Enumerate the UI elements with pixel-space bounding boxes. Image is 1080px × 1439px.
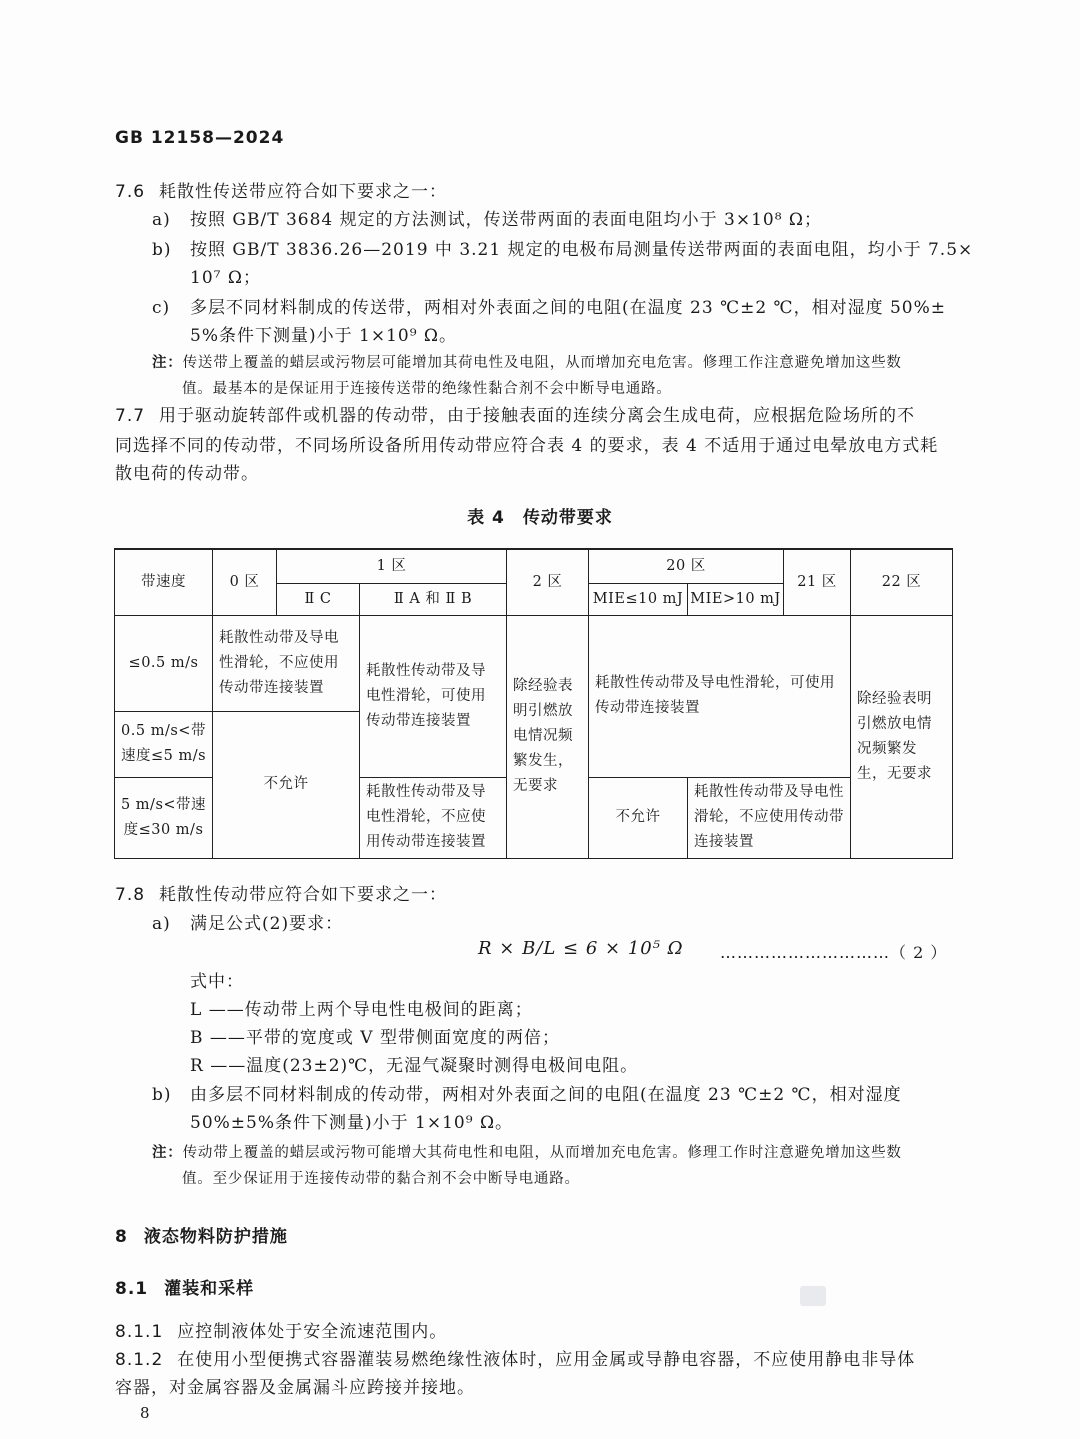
header-zone-22: 22 区: [851, 549, 953, 615]
clause-7-7-line3: 散电荷的传动带。: [115, 464, 259, 484]
note-7-8-cont: 值。至少保证用于连接传动带的黏合剂不会中断导电通路。: [182, 1171, 580, 1187]
item-text: 多层不同材料制成的传送带，两相对外表面之间的电阻(在温度 23 ℃±2 ℃，相对湿度 50%±: [190, 298, 947, 318]
note-7-6: [152, 350, 902, 376]
formula-2: R × B/L ≤ 6 × 10⁵ Ω: [478, 938, 684, 959]
header-zone-1-iic: Ⅱ C: [277, 583, 360, 615]
header-zone-20: 20 区: [589, 549, 784, 583]
clause-text: 耗散性传动带应符合如下要求之一：: [159, 885, 448, 905]
item-label: c): [152, 298, 171, 318]
cell-zone20-21-row12: 耗散性传动带及导电性滑轮，可使用传动带连接装置: [589, 615, 851, 777]
note-label: 注：: [152, 355, 183, 371]
note-text: 传送带上覆盖的蜡层或污物层可能增加其荷电性及电阻，从而增加充电危害。修理工作注意避免增加这些数: [182, 355, 902, 371]
page-number: 8: [140, 1404, 150, 1422]
header-zone-0: 0 区: [213, 549, 277, 615]
item-text: 按照 GB/T 3684 规定的方法测试，传送带两面的表面电阻均小于 3×10⁸ Ω；: [190, 210, 823, 230]
watermark-logo: [800, 1286, 826, 1306]
item-label: b): [152, 240, 172, 260]
cell-zone20-high-21-row3: 耗散性传动带及导电性滑轮，不应使用传动带连接装置: [688, 777, 851, 858]
item-label: b): [152, 1085, 172, 1105]
header-zone-1-iiab: Ⅱ A 和 Ⅱ B: [360, 583, 507, 615]
item-7-6-b-cont: 10⁷ Ω；: [190, 268, 261, 288]
header-zone-20-low: MIE≤10 mJ: [589, 583, 688, 615]
header-zone-2: 2 区: [507, 549, 589, 615]
clause-text: 在使用小型便携式容器灌装易燃绝缘性液体时，应用金属或导静电容器，不应使用静电非导体: [177, 1350, 916, 1370]
item-label: a): [152, 914, 171, 934]
section-title: 液态物料防护措施: [143, 1227, 288, 1247]
cell-zone20-low-row3: 不允许: [589, 777, 688, 858]
item-7-6-c: [152, 294, 946, 322]
item-label: a): [152, 210, 171, 230]
row-speed-3: 5 m/s<带速度≤30 m/s: [115, 777, 213, 858]
clause-number: 7.6: [115, 182, 146, 202]
clause-number: 8.1.1: [115, 1322, 164, 1342]
item-7-6-c-cont: 5%条件下测量)小于 1×10⁹ Ω。: [190, 326, 458, 346]
clause-7-7: [115, 402, 915, 430]
cell-zone22: 除经验表明引燃放电情况频繁发生，无要求: [851, 615, 953, 858]
header-zone-20-high: MIE>10 mJ: [688, 583, 784, 615]
cell-zone2: 除经验表明引燃放电情况频繁发生，无要求: [507, 615, 589, 858]
header-zone-21: 21 区: [784, 549, 851, 615]
where-label: 式中：: [190, 972, 244, 992]
item-7-6-b: [152, 236, 973, 264]
table-caption: 表 4 传动带要求: [467, 508, 613, 528]
variable-L: L ——传动带上两个导电性电极间的距离；: [190, 1000, 533, 1020]
item-text: 由多层不同材料制成的传动带，两相对外表面之间的电阻(在温度 23 ℃±2 ℃，相对湿度: [190, 1085, 902, 1105]
clause-7-6: [115, 178, 447, 206]
variable-B: B ——平带的宽度或 V 型带侧面宽度的两倍；: [190, 1028, 560, 1048]
cell-not-allowed-zone0-iic: 不允许: [213, 711, 360, 858]
cell-iiab-row3: 耗散性传动带及导电性滑轮，不应使用传动带连接装置: [360, 777, 507, 858]
item-text: 满足公式(2)要求：: [190, 914, 344, 934]
clause-text: 耗散性传送带应符合如下要求之一：: [159, 182, 448, 202]
cell-iiab-row12: 耗散性传动带及导电性滑轮，可使用传动带连接装置: [360, 615, 507, 777]
section-title: 灌装和采样: [164, 1279, 255, 1299]
cell-zone0-row1: 耗散性动带及导电性滑轮，不应使用传动带连接装置: [213, 615, 360, 711]
note-text: 传动带上覆盖的蜡层或污物可能增大其荷电性和电阻，从而增加充电危害。修理工作时注意避免增加这些数: [182, 1145, 902, 1161]
note-7-8: [152, 1140, 902, 1166]
item-7-6-a: [152, 206, 822, 234]
section-number: 8.1: [115, 1279, 149, 1299]
standard-number-header: GB 12158—2024: [115, 128, 285, 148]
clause-7-8: [115, 881, 447, 909]
clause-text: 应控制液体处于安全流速范围内。: [177, 1322, 448, 1342]
note-label: 注：: [152, 1145, 183, 1161]
clause-8-1-2-line2: 容器，对金属容器及金属漏斗应跨接并接地。: [115, 1378, 475, 1398]
header-speed: 带速度: [115, 549, 213, 615]
section-8-1-heading: [115, 1274, 254, 1299]
clause-8-1-1: [115, 1318, 447, 1346]
clause-text: 用于驱动旋转部件或机器的传动带，由于接触表面的连续分离会生成电荷，应根据危险场所的不: [159, 406, 916, 426]
item-7-8-a: [152, 910, 343, 938]
variable-R: R ——温度(23±2)℃，无湿气凝聚时测得电极间电阻。: [190, 1056, 639, 1076]
section-number: 8: [115, 1227, 128, 1247]
item-7-8-b-cont: 50%±5%条件下测量)小于 1×10⁹ Ω。: [190, 1113, 514, 1133]
item-text: 按照 GB/T 3836.26—2019 中 3.21 规定的电极布局测量传送带两面的表面电阻，均小于 7.5×: [190, 240, 974, 260]
row-speed-2: 0.5 m/s<带速度≤5 m/s: [115, 711, 213, 777]
belt-requirements-table: [114, 548, 953, 859]
formula-number: …………………………（ 2 ）: [720, 943, 948, 962]
clause-number: 8.1.2: [115, 1350, 164, 1370]
clause-number: 7.8: [115, 885, 146, 905]
clause-number: 7.7: [115, 406, 146, 426]
clause-8-1-2: [115, 1346, 915, 1374]
row-speed-1: ≤0.5 m/s: [115, 615, 213, 711]
header-zone-1: 1 区: [277, 549, 507, 583]
clause-7-7-line2: 同选择不同的传动带，不同场所设备所用传动带应符合表 4 的要求，表 4 不适用于通过电晕放电方式耗: [115, 436, 939, 456]
item-7-8-b: [152, 1081, 902, 1109]
note-7-6-cont: 值。最基本的是保证用于连接传送带的绝缘性黏合剂不会中断导电通路。: [182, 381, 672, 397]
section-8-heading: [115, 1222, 288, 1247]
